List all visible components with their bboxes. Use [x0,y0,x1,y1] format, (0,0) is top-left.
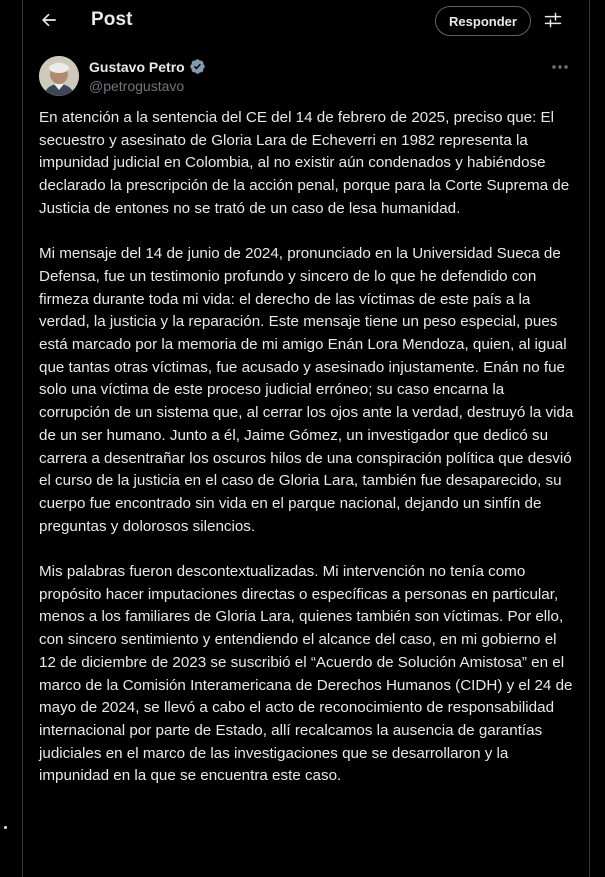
post-text [39,107,574,811]
avatar[interactable] [39,56,79,96]
post-paragraph: Mi mensaje del 14 de junio de 2024, pronunciado en la Universidad Sueca de Defensa, fue un testimonio profundo y sincero de lo que he defendido con firmeza durante toda mi vida: el derecho de las víctimas de este país a la verdad, la justicia y la reparación. Este mensaje tiene un peso especial, pues está marcado por la memoria de mi amigo Enán Lora Mendoza, quien, al igual que tantas otras víctimas, fue acusado y asesinado injustamente. Enán no fue solo una víctima de este proceso judicial erróneo; su caso encarna la corrupción de un sistema que, al cerrar los ojos ante la verdad, destruyó la vida de un ser humano. Junto a él, Jaime Gómez, un investigador que dedicó su carrera a desentrañar los oscuros hilos de una conspiración política que desvió el curso de la justicia en el caso de Gloria Lara, también fue desaparecido, su cuerpo fue encontrado sin vida en el parque nacional, dejando un sinfín de preguntas y dolorosos silencios. [39,245,574,535]
more-button[interactable] [549,58,571,76]
verified-badge-icon [189,58,206,75]
arrow-left-icon [39,10,59,30]
post-column [22,0,590,877]
back-button[interactable] [35,6,63,34]
author-name-label: Gustavo Petro [89,58,185,75]
filter-button[interactable] [541,8,565,32]
more-dots-icon [550,64,570,70]
author-handle[interactable]: @petrogustavo [89,78,185,94]
post-paragraph: Mis palabras fueron descontextualizadas. Mi intervención no tenía como propósito hacer imputaciones directas o específicas a personas en particular, menos a los familiares de Gloria Lara, quienes también son víctimas. Por ello, con sincero sentimiento y entendiendo el alcance del caso, en mi gobierno el 12 de diciembre de 2023 se suscribió el “Acuerdo de Solución Amistosa” en el marco de la Comisión Interamericana de Derechos Humanos (CIDH) y el 24 de mayo de 2024, se llevó a cabo el acto de reconocimiento de responsabilidad internacional por parte de Estado, allí recalcamos la ausencia de garantías judiciales en el marco de las investigaciones que se desarrollaron y la impunidad en la que se encuentra este caso. [39,563,573,785]
sliders-icon [543,10,563,30]
reply-button[interactable]: Responder [435,6,531,36]
page-title: Post [91,9,133,30]
scroll-marker [4,826,7,829]
page-header [23,0,589,42]
post-paragraph: En atención a la sentencia del CE del 14 de febrero de 2025, preciso que: El secuestro y asesinato de Gloria Lara de Echeverri en 1982 representa la impunidad judicial en Colombia, al no existir aún condenados y habiéndose declarado la prescripción de la acción penal, porque para la Corte Suprema de Justicia de entones no se trató de un caso de lesa humanidad. [39,109,570,217]
author-name[interactable] [89,58,206,75]
